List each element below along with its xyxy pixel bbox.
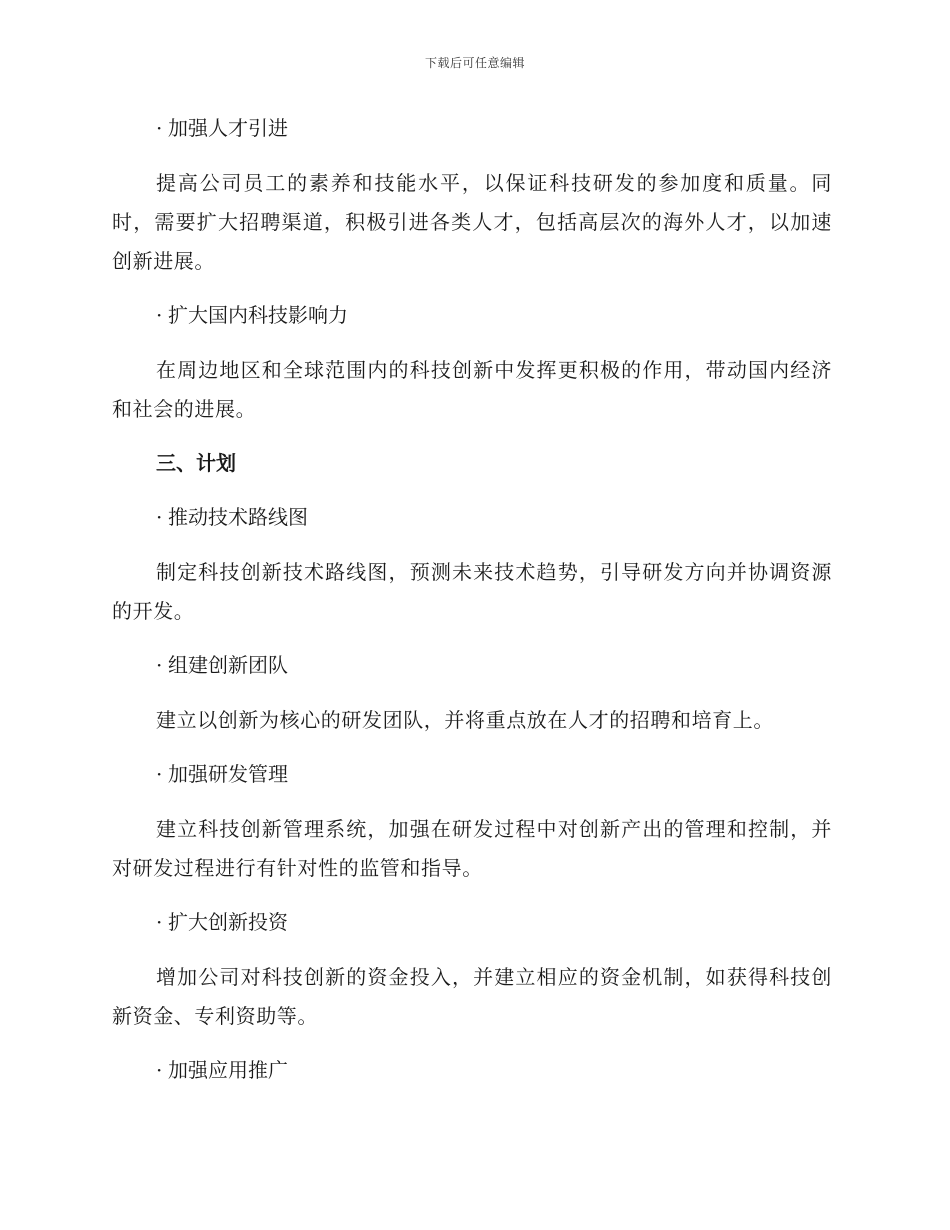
bullet-label: 加强人才引进 — [168, 116, 288, 140]
bullet-item-management — [112, 756, 832, 792]
paragraph-talent: 提高公司员工的素养和技能水平，以保证科技研发的参加度和质量。同时，需要扩大招聘渠道，积极引进各类人才，包括高层次的海外人才，以加速创新进展。 — [112, 171, 832, 273]
bullet-dot: · — [156, 116, 163, 140]
page-header: 下载后可任意编辑 — [424, 56, 525, 70]
bullet-label: 扩大创新投资 — [168, 910, 288, 934]
bullet-dot: · — [156, 762, 163, 786]
section-title-plan: 三、计划 — [156, 451, 236, 475]
bullet-item-talent — [112, 110, 832, 146]
bullet-dot: · — [156, 910, 163, 934]
paragraph-management: 建立科技创新管理系统，加强在研发过程中对创新产出的管理和控制，并对研发过程进行有针对性的监管和指导。 — [112, 817, 832, 880]
bullet-label: 加强研发管理 — [168, 762, 288, 786]
bullet-item-investment — [112, 904, 832, 940]
bullet-item-roadmap — [112, 499, 832, 535]
document-body — [112, 110, 832, 1106]
paragraph-team: 建立以创新为核心的研发团队，并将重点放在人才的招聘和培育上。 — [156, 708, 774, 732]
paragraph-investment: 增加公司对科技创新的资金投入，并建立相应的资金机制，如获得科技创新资金、专利资助等。 — [112, 965, 832, 1028]
bullet-label: 推动技术路线图 — [168, 505, 308, 529]
bullet-label: 组建创新团队 — [168, 653, 288, 677]
bullet-dot: · — [156, 653, 163, 677]
bullet-item-influence — [112, 297, 832, 333]
bullet-dot: · — [156, 505, 163, 529]
bullet-label: 扩大国内科技影响力 — [168, 303, 348, 327]
paragraph-roadmap: 制定科技创新技术路线图，预测未来技术趋势，引导研发方向并协调资源的开发。 — [112, 560, 832, 623]
bullet-dot: · — [156, 303, 163, 327]
bullet-label: 加强应用推广 — [168, 1058, 288, 1082]
paragraph-influence: 在周边地区和全球范围内的科技创新中发挥更积极的作用，带动国内经济和社会的进展。 — [112, 358, 832, 421]
bullet-item-team — [112, 647, 832, 683]
bullet-item-promotion — [112, 1052, 832, 1088]
bullet-dot: · — [156, 1058, 163, 1082]
